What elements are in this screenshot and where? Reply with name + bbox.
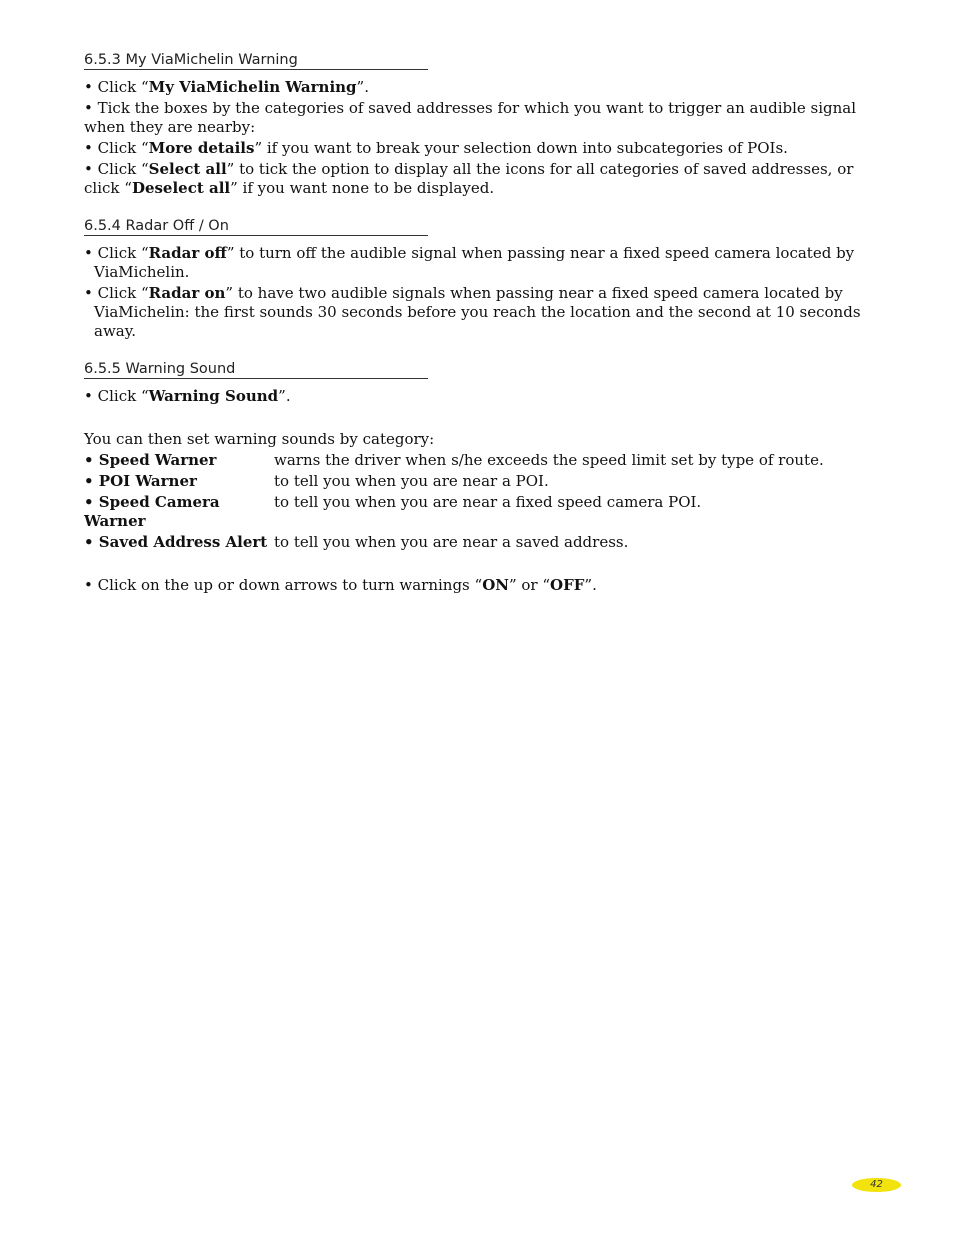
category-term: • POI Warner <box>84 472 197 490</box>
bullet-radar-off: • Click “Radar off” to turn off the audible signal when passing near a fixed speed camera located by ViaMichelin. <box>84 244 855 281</box>
bullet-more-details: • Click “More details” if you want to break your selection down into subcategories of POIs. <box>84 139 788 157</box>
bullet-radar-on: • Click “Radar on” to have two audible signals when passing near a fixed speed camera located by ViaMichelin: the first sounds 30 seconds before you reach the location and the second at 10 seconds away. <box>84 284 861 340</box>
category-row <box>84 493 874 531</box>
bullet-select-all: • Click “Select all” to tick the option to display all the icons for all categories of saved addresses, or click “Deselect all” if you want none to be displayed. <box>84 160 854 197</box>
bullet-warning-sound: • Click “Warning Sound”. <box>84 387 291 405</box>
section-heading-6-5-5: 6.5.5 Warning Sound <box>84 361 428 379</box>
document-body <box>84 52 874 597</box>
category-term: • Speed Camera Warner <box>84 493 220 530</box>
bullet-tick-boxes: • Tick the boxes by the categories of saved addresses for which you want to trigger an audible signal when they are nearby: <box>84 99 857 136</box>
bullet-click-my-viamichelin: • Click “My ViaMichelin Warning”. <box>84 78 369 96</box>
category-term: • Speed Warner <box>84 451 217 469</box>
section-heading-6-5-4: 6.5.4 Radar Off / On <box>84 218 428 236</box>
category-desc: warns the driver when s/he exceeds the speed limit set by type of route. <box>274 451 824 469</box>
category-desc: to tell you when you are near a saved address. <box>274 533 629 551</box>
category-row <box>84 533 874 552</box>
warning-categories-intro: You can then set warning sounds by category: <box>84 430 435 448</box>
section-heading-6-5-3: 6.5.3 My ViaMichelin Warning <box>84 52 428 70</box>
page-number-badge: 42 <box>852 1178 901 1192</box>
category-term: • Saved Address Alert <box>84 533 268 551</box>
category-desc: to tell you when you are near a fixed speed camera POI. <box>274 493 702 511</box>
category-row <box>84 451 874 470</box>
category-row <box>84 472 874 491</box>
bullet-on-off-arrows: • Click on the up or down arrows to turn warnings “ON” or “OFF”. <box>84 576 597 594</box>
category-desc: to tell you when you are near a POI. <box>274 472 549 490</box>
